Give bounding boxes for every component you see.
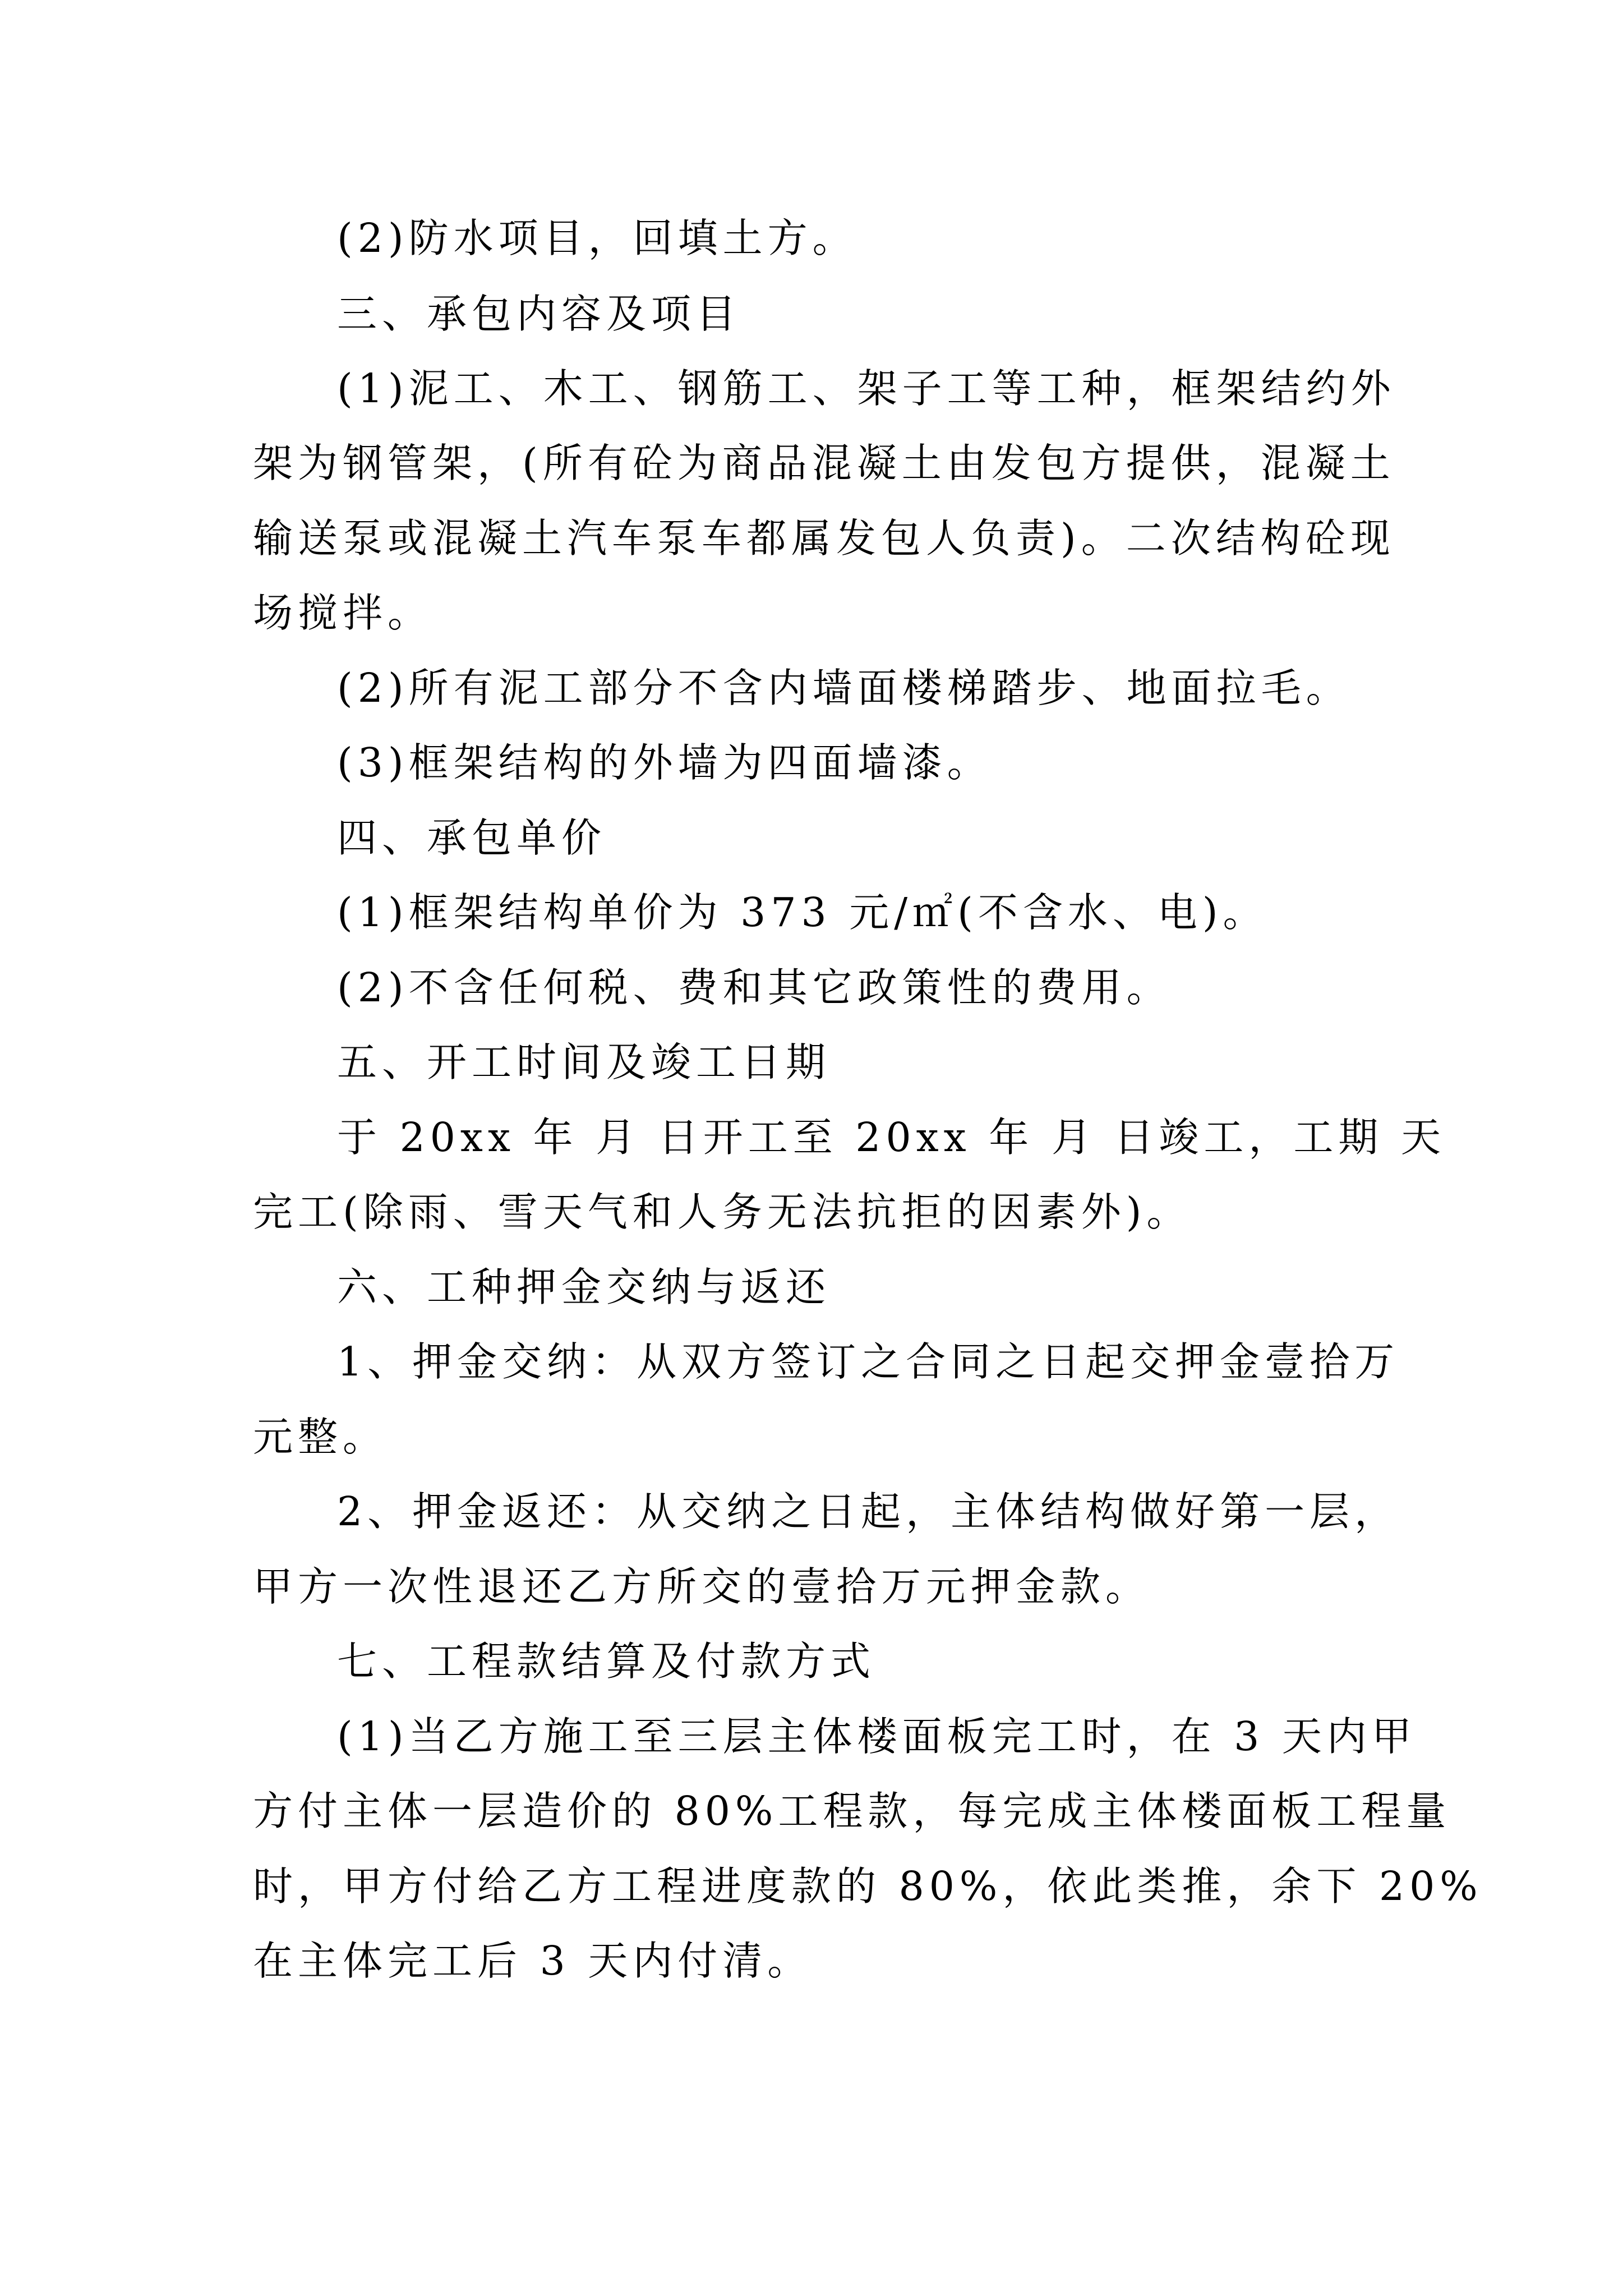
paragraph-line: 元整。	[253, 1414, 388, 1460]
paragraph-line: (2)所有泥工部分不含内墙面楼梯踏步、地面拉毛。	[337, 665, 1351, 711]
paragraph-line: 完工(除雨、雪天气和人务无法抗拒的因素外)。	[253, 1189, 1192, 1235]
paragraph-line: 场搅拌。	[253, 590, 433, 636]
paragraph-line: (1)当乙方施工至三层主体楼面板完工时，在 3 天内甲	[337, 1713, 1417, 1760]
section-heading: 六、工种押金交纳与返还	[337, 1264, 831, 1310]
paragraph-line: 2、押金返还：从交纳之日起，主体结构做好第一层，	[337, 1488, 1400, 1535]
paragraph-line: 方付主体一层造价的 80%工程款，每完成主体楼面板工程量	[253, 1788, 1451, 1834]
paragraph-line: 架为钢管架，(所有砼为商品混凝土由发包方提供，混凝土	[253, 440, 1395, 486]
paragraph-line: (1)框架结构单价为 373 元/㎡(不含水、电)。	[337, 889, 1268, 936]
section-heading: 三、承包内容及项目	[337, 291, 741, 337]
paragraph-line: (1)泥工、木工、钢筋工、架子工等工种，框架结约外	[337, 365, 1396, 412]
section-heading: 四、承包单价	[337, 815, 607, 861]
paragraph-line: 在主体完工后 3 天内付清。	[253, 1938, 813, 1984]
paragraph-line: 于 20xx 年 月 日开工至 20xx 年 月 日竣工，工期 天	[337, 1114, 1446, 1161]
paragraph-line: 甲方一次性退还乙方所交的壹拾万元押金款。	[253, 1563, 1151, 1610]
paragraph-line: 时，甲方付给乙方工程进度款的 80%，依此类推，余下 20%	[253, 1863, 1483, 1910]
section-heading: 七、工程款结算及付款方式	[337, 1638, 876, 1685]
paragraph-line: (3)框架结构的外墙为四面墙漆。	[337, 739, 992, 786]
paragraph-line: (2)防水项目，回填土方。	[337, 215, 857, 261]
paragraph-line: 1、押金交纳：从双方签订之合同之日起交押金壹拾万	[337, 1338, 1400, 1385]
section-heading: 五、开工时间及竣工日期	[337, 1039, 831, 1085]
paragraph-line: 输送泵或混凝土汽车泵车都属发包人负责)。二次结构砼现	[253, 515, 1395, 562]
paragraph-line: (2)不含任何税、费和其它政策性的费用。	[337, 964, 1172, 1011]
